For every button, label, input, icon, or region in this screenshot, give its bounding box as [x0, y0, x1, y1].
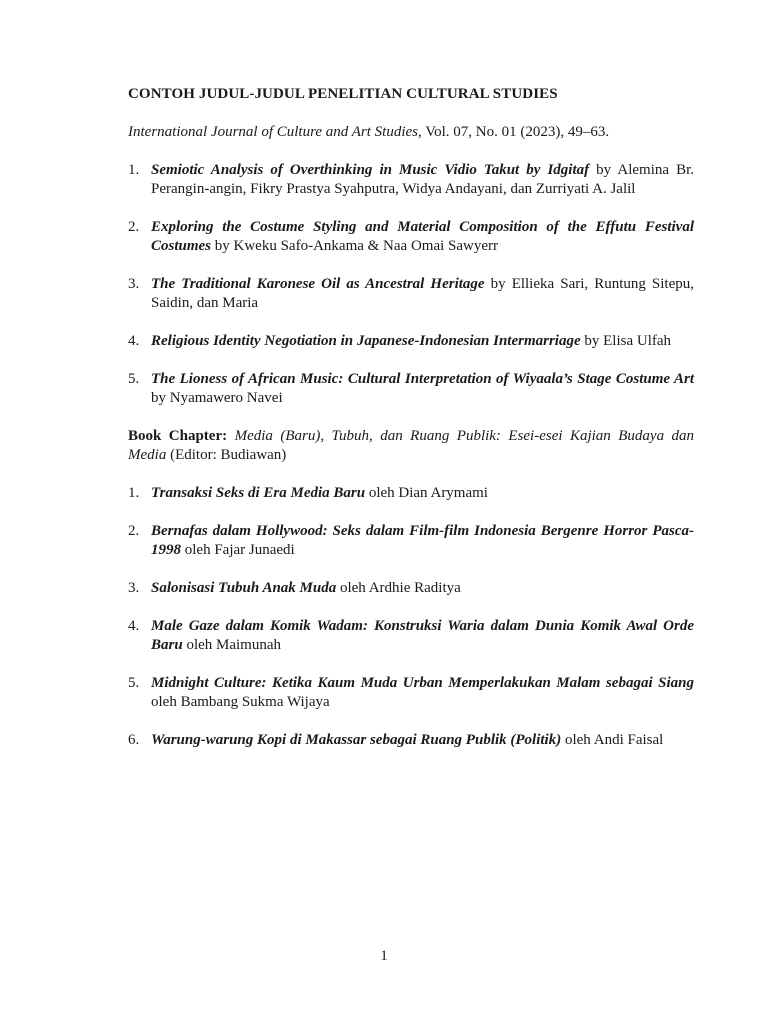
- journal-name: International Journal of Culture and Art Studies: [128, 124, 418, 140]
- journal-article-list: [128, 161, 694, 408]
- book-chapter-list: [128, 484, 694, 750]
- chapter-title: Transaksi Seks di Era Media Baru: [151, 485, 366, 501]
- chapter-title: Male Gaze dalam Komik Wadam: Konstruksi Waria dalam Dunia Komik Awal Orde Baru: [151, 618, 694, 653]
- list-item: [128, 522, 694, 560]
- list-item: [128, 332, 694, 351]
- item-number: 3.: [128, 580, 140, 596]
- article-byline: by Alemina Br. Perangin-angin, Fikry Prastya Syahputra, Widya Andayani, dan Zurriyati A. Jalil: [151, 162, 695, 197]
- list-item: [128, 370, 694, 408]
- book-editor: (Editor: Budiawan): [166, 447, 287, 463]
- article-byline: by Nyamawero Navei: [151, 390, 283, 406]
- item-number: 3.: [128, 276, 140, 292]
- article-title: The Lioness of African Music: Cultural Interpretation of Wiyaala’s Stage Costume Art: [151, 371, 694, 387]
- item-number: 4.: [128, 333, 140, 349]
- list-item: [128, 218, 694, 256]
- chapter-title: Bernafas dalam Hollywood: Seks dalam Film-film Indonesia Bergenre Horror Pasca-1998: [151, 523, 694, 558]
- chapter-byline: oleh Ardhie Raditya: [336, 580, 461, 596]
- article-title: The Traditional Karonese Oil as Ancestral Heritage: [151, 276, 485, 292]
- chapter-byline: oleh Andi Faisal: [561, 732, 664, 748]
- chapter-byline: oleh Dian Arymami: [365, 485, 488, 501]
- chapter-byline: oleh Maimunah: [182, 637, 282, 653]
- item-number: 2.: [128, 523, 140, 539]
- page-number: 1: [380, 948, 388, 964]
- book-label: Book Chapter:: [128, 428, 228, 444]
- page-title: CONTOH JUDUL-JUDUL PENELITIAN CULTURAL STUDIES: [128, 86, 558, 102]
- journal-citation: [128, 123, 694, 142]
- article-byline: by Kweku Safo-Ankama & Naa Omai Sawyerr: [211, 238, 499, 254]
- chapter-byline: oleh Bambang Sukma Wijaya: [151, 694, 330, 710]
- chapter-byline: oleh Fajar Junaedi: [181, 542, 295, 558]
- chapter-title: Warung-warung Kopi di Makassar sebagai Ruang Publik (Politik): [151, 732, 562, 748]
- item-number: 1.: [128, 485, 140, 501]
- article-byline: by Ellieka Sari, Runtung Sitepu, Saidin, dan Maria: [151, 276, 695, 311]
- list-item: [128, 674, 694, 712]
- chapter-title: Salonisasi Tubuh Anak Muda: [151, 580, 337, 596]
- list-item: [128, 275, 694, 313]
- article-title: Semiotic Analysis of Overthinking in Music Vidio Takut by Idgitaf: [151, 162, 590, 178]
- item-number: 6.: [128, 732, 140, 748]
- list-item: [128, 484, 694, 503]
- chapter-title: Midnight Culture: Ketika Kaum Muda Urban Memperlakukan Malam sebagai Siang: [151, 675, 694, 691]
- article-title: Religious Identity Negotiation in Japanese-Indonesian Intermarriage: [151, 333, 581, 349]
- list-item: [128, 731, 694, 750]
- article-byline: by Elisa Ulfah: [580, 333, 672, 349]
- book-citation: [128, 427, 694, 465]
- journal-details: , Vol. 07, No. 01 (2023), 49–63.: [418, 124, 610, 140]
- item-number: 5.: [128, 371, 140, 387]
- item-number: 5.: [128, 675, 140, 691]
- list-item: [128, 579, 694, 598]
- item-number: 1.: [128, 162, 140, 178]
- document-page: [128, 85, 694, 769]
- book-title: Media (Baru), Tubuh, dan Ruang Publik: Esei-esei Kajian Budaya dan Media: [128, 428, 695, 463]
- list-item: [128, 617, 694, 655]
- article-title: Exploring the Costume Styling and Material Composition of the Effutu Festival Costumes: [151, 219, 694, 254]
- item-number: 4.: [128, 618, 140, 634]
- list-item: [128, 161, 694, 199]
- item-number: 2.: [128, 219, 140, 235]
